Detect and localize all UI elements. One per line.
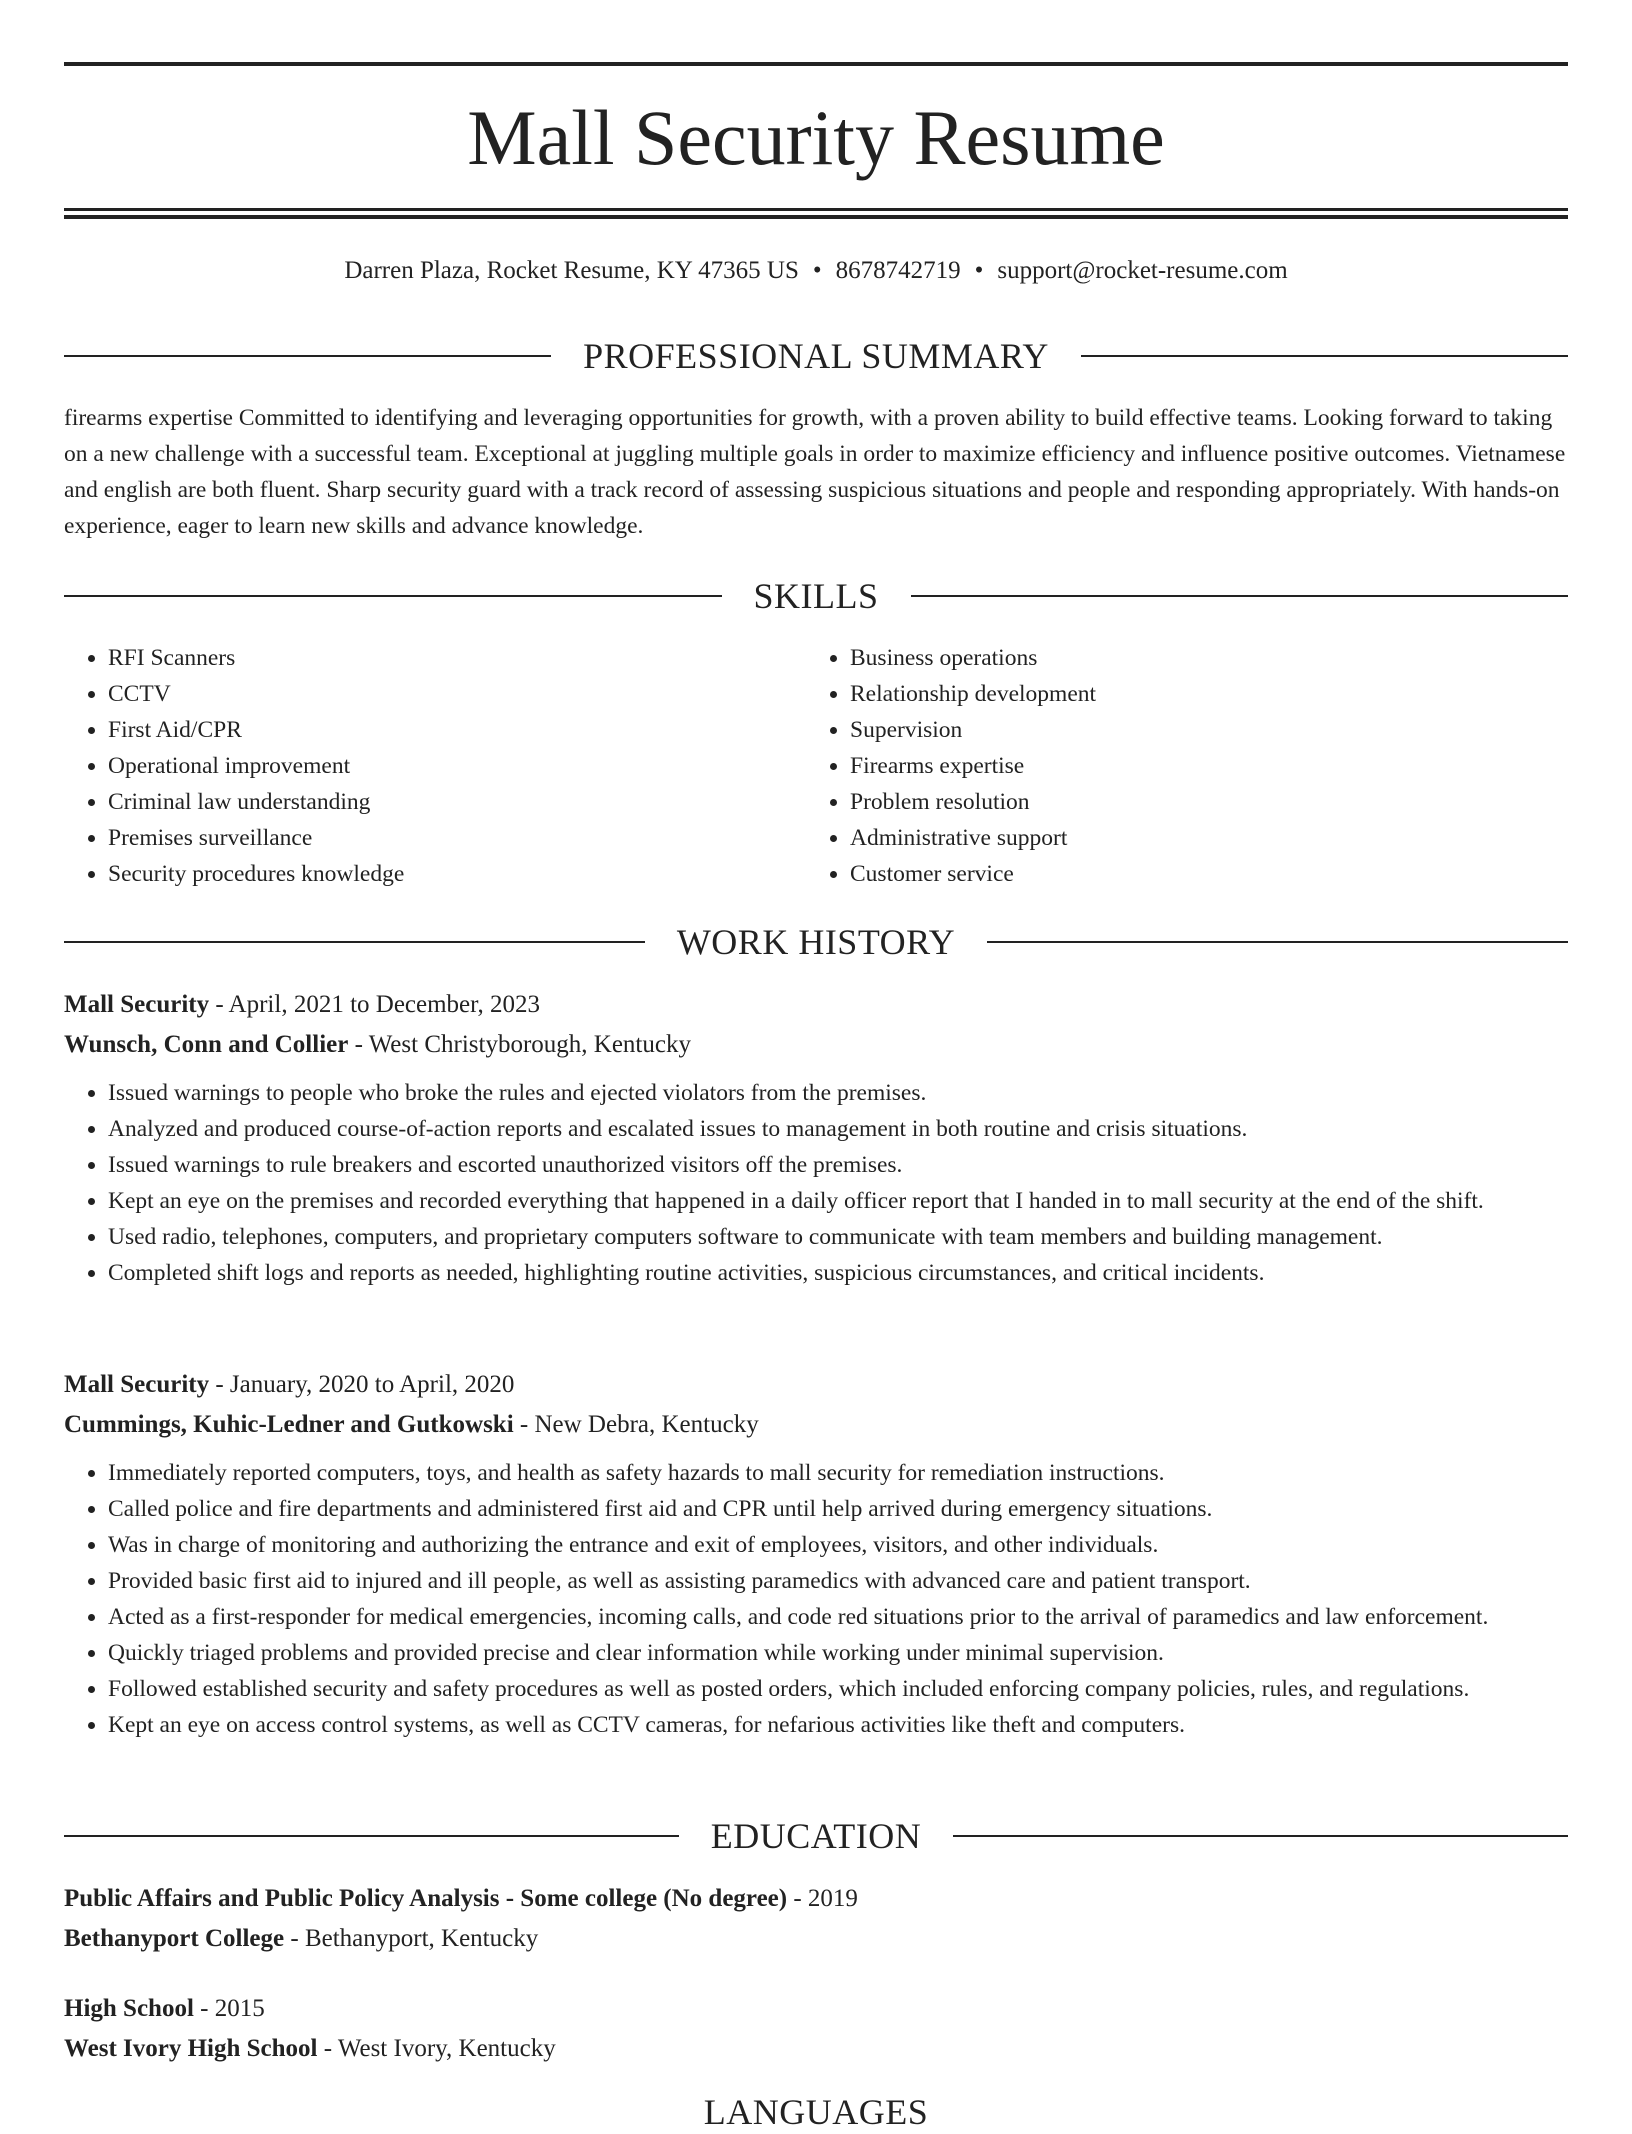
job-entry	[64, 1365, 1568, 1743]
education-school-line	[64, 1919, 1568, 1959]
job-bullet: • Analyzed and produced course-of-action reports and escalated issues to management in both routine and crisis situations.	[108, 1111, 1568, 1147]
section-heading-education	[64, 1814, 1568, 1858]
job-bullet: • Provided basic first aid to injured and ill people, as well as assisting paramedics with advanced care and patient transport.	[108, 1563, 1568, 1599]
section-heading-languages	[64, 2090, 1568, 2134]
resume-title: Mall Security Resume	[467, 94, 1165, 181]
skill-item: • Business operations	[850, 640, 1548, 676]
job-title-line	[64, 1365, 1568, 1405]
skill-item: • Problem resolution	[850, 784, 1548, 820]
job-location: - West Christyborough, Kentucky	[348, 1031, 691, 1058]
section-title: WORK HISTORY	[676, 922, 956, 962]
contact-separator: •	[812, 257, 822, 284]
education-degree-line	[64, 1879, 1568, 1919]
skill-item: • CCTV	[108, 676, 806, 712]
section-title: EDUCATION	[710, 1816, 922, 1856]
skill-item: • Criminal law understanding	[108, 784, 806, 820]
skill-item: • Relationship development	[850, 676, 1548, 712]
skill-item: • Supervision	[850, 712, 1548, 748]
contact-separator: •	[974, 257, 984, 284]
job-company-line	[64, 1405, 1568, 1445]
education-location: - Bethanyport, Kentucky	[284, 1925, 539, 1952]
heading-rule-left	[64, 941, 645, 943]
section-heading-skills	[64, 574, 1568, 618]
education-school: West Ivory High School	[64, 2035, 318, 2062]
skill-item: • Security procedures knowledge	[108, 856, 806, 892]
job-title: Mall Security	[64, 991, 210, 1018]
heading-rule-right	[911, 595, 1569, 597]
contact-email: support@rocket-resume.com	[997, 257, 1288, 284]
job-bullet: • Was in charge of monitoring and authorizing the entrance and exit of employees, visitors, and other individuals.	[108, 1527, 1568, 1563]
job-company: Cummings, Kuhic-Ledner and Gutkowski	[64, 1411, 514, 1438]
job-bullet: • Quickly triaged problems and provided precise and clear information while working under minimal supervision.	[108, 1635, 1568, 1671]
job-bullets	[64, 1075, 1568, 1291]
skills-columns	[64, 640, 1568, 892]
skills-list-right	[806, 640, 1548, 892]
heading-rule-left	[64, 1835, 679, 1837]
job-bullet: • Acted as a first-responder for medical emergencies, incoming calls, and code red situations prior to the arrival of paramedics and law enforcement.	[108, 1599, 1568, 1635]
education-degree-line	[64, 1989, 1568, 2029]
job-bullet: • Immediately reported computers, toys, and health as safety hazards to mall security for remediation instructions.	[108, 1455, 1568, 1491]
skill-item: • RFI Scanners	[108, 640, 806, 676]
job-bullet: • Completed shift logs and reports as needed, highlighting routine activities, suspicious circumstances, and critical incidents.	[108, 1255, 1568, 1291]
job-title-line	[64, 985, 1568, 1025]
contact-address: Darren Plaza, Rocket Resume, KY 47365 US	[344, 257, 799, 284]
job-bullet: • Kept an eye on the premises and recorded everything that happened in a daily officer report that I handed in to mall security at the end of the shift.	[108, 1183, 1568, 1219]
section-heading-summary	[64, 334, 1568, 378]
heading-rule-left	[64, 355, 551, 357]
skill-item: • Customer service	[850, 856, 1548, 892]
job-bullet: • Called police and fire departments and administered first aid and CPR until help arrived during emergency situations.	[108, 1491, 1568, 1527]
education-degree: Public Affairs and Public Policy Analysis - Some college (No degree)	[64, 1885, 788, 1912]
education-degree: High School	[64, 1995, 194, 2022]
job-dates: - January, 2020 to April, 2020	[209, 1371, 515, 1398]
job-bullet: • Kept an eye on access control systems, as well as CCTV cameras, for nefarious activities like theft and computers.	[108, 1707, 1568, 1743]
skills-list-left	[64, 640, 806, 892]
skill-item: • Firearms expertise	[850, 748, 1548, 784]
contact-line	[64, 254, 1568, 288]
section-title: PROFESSIONAL SUMMARY	[583, 336, 1049, 376]
job-company: Wunsch, Conn and Collier	[64, 1031, 349, 1058]
job-title: Mall Security	[64, 1371, 210, 1398]
section-title: SKILLS	[753, 576, 879, 616]
education-school-line	[64, 2029, 1568, 2069]
section-heading-work	[64, 920, 1568, 964]
skill-item: • Operational improvement	[108, 748, 806, 784]
education-entry	[64, 1989, 1568, 2069]
title-rule-lower	[64, 215, 1568, 219]
education-school: Bethanyport College	[64, 1925, 285, 1952]
skill-item: • Administrative support	[850, 820, 1548, 856]
heading-rule-right	[987, 941, 1568, 943]
top-rule	[64, 62, 1568, 66]
education-year: - 2015	[193, 1995, 265, 2022]
heading-rule-right	[1081, 355, 1568, 357]
job-bullet: • Issued warnings to people who broke the rules and ejected violators from the premises.	[108, 1075, 1568, 1111]
heading-rule-right	[953, 1835, 1568, 1837]
education-entry	[64, 1879, 1568, 1959]
contact-phone: 8678742719	[835, 257, 961, 284]
job-bullets	[64, 1455, 1568, 1743]
title-rule-upper	[64, 208, 1568, 211]
job-dates: - April, 2021 to December, 2023	[209, 991, 540, 1018]
job-bullet: • Followed established security and safety procedures as well as posted orders, which included enforcing company policies, rules, and regulations.	[108, 1671, 1568, 1707]
job-company-line	[64, 1025, 1568, 1065]
section-title: LANGUAGES	[703, 2092, 929, 2132]
job-bullet: • Used radio, telephones, computers, and proprietary computers software to communicate with team members and building management.	[108, 1219, 1568, 1255]
job-bullet: • Issued warnings to rule breakers and escorted unauthorized visitors off the premises.	[108, 1147, 1568, 1183]
heading-rule-left	[64, 595, 722, 597]
job-location: - New Debra, Kentucky	[513, 1411, 759, 1438]
education-year: - 2019	[787, 1885, 858, 1912]
education-location: - West Ivory, Kentucky	[317, 2035, 556, 2062]
skill-item: • Premises surveillance	[108, 820, 806, 856]
skill-item: • First Aid/CPR	[108, 712, 806, 748]
job-entry	[64, 985, 1568, 1291]
summary-text: firearms expertise Committed to identifying and leveraging opportunities for growth, with a proven ability to build effective teams. Looking forward to taking on a new challenge with a successful team. Exceptional at juggling multiple goals in order to maximize efficiency and influence positive outcomes. Vietnamese and english are both fluent. Sharp security guard with a track record of assessing suspicious situations and people and responding appropriately. With hands-on experience, eager to learn new skills and advance knowledge.	[64, 405, 1566, 539]
